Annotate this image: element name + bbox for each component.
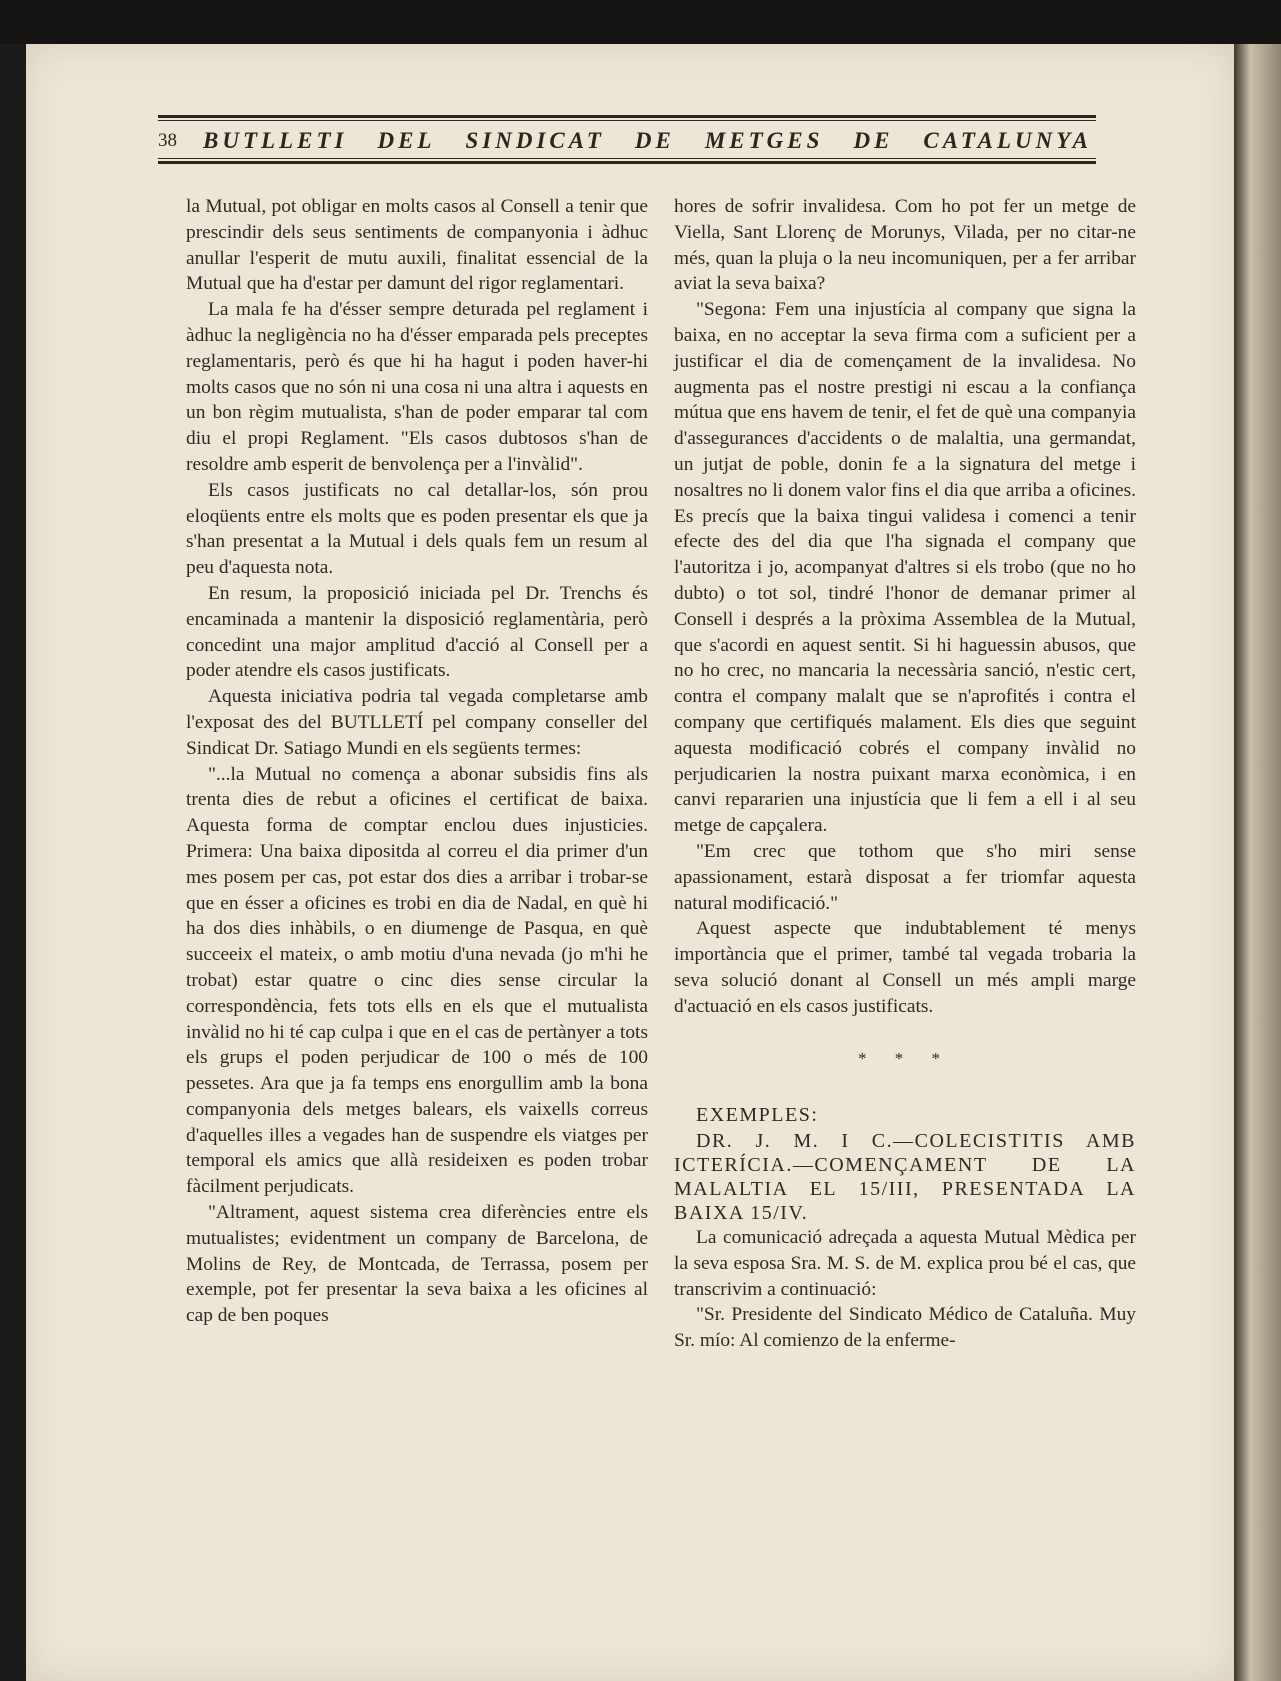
page-header — [158, 70, 1096, 174]
header-title-row — [158, 126, 1096, 156]
running-title-word: DE — [853, 128, 894, 153]
examples-heading: EXEMPLES: — [696, 1104, 819, 1127]
paragraph: Aquesta iniciativa podria tal vegada completarse amb l'exposat des del BUTLLETÍ pel company conseller del Sindicat Dr. Satiago Mundi en els següents termes: — [186, 686, 648, 759]
right-column — [674, 194, 1136, 1354]
scan-right-edge — [1234, 44, 1281, 1681]
paragraph: hores de sofrir invalidesa. Com ho pot fer un metge de Viella, Sant Llorenç de Morunys, Vilada, per no citar-ne més, quan la pluja o la neu incomuniquen, per a fer arribar aviat la seva baixa? — [674, 196, 1136, 295]
running-title-word: SINDICAT — [465, 128, 605, 153]
paragraph: La mala fe ha d'ésser sempre deturada pel reglament i àdhuc la negligència no ha d'ésser emparada pels preceptes reglamentaris, però és que hi ha hagut i poden haver-hi molts casos que no són ni una cosa ni una altra i aquests en un bon règim mutualista, s'han de poder emparar tal com diu el propi Reglament. "Els casos dubtosos s'han de resoldre amb esperit de benvolença per a l'invàlid". — [186, 299, 648, 475]
running-title-word: DE — [634, 128, 675, 153]
running-title-word: DEL — [377, 128, 436, 153]
paragraph: "Em crec que tothom que s'ho miri sense apassionament, estarà disposat a fer triomfar aquesta natural modificació." — [674, 840, 1136, 914]
header-rule-top-thin — [158, 120, 1096, 121]
example-title: DR. J. M. I C.—COLECISTITIS AMB ICTERÍCIA.—COMENÇAMENT DE LA MALALTIA EL 15/III, PRESENTADA LA BAIXA 15/IV. — [674, 1130, 1136, 1225]
left-column — [186, 194, 648, 1329]
paragraph: La comunicació adreçada a aquesta Mutual Mèdica per la seva esposa Sra. M. S. de M. explica prou bé el cas, que transcrivim a continuació: — [674, 1227, 1136, 1300]
running-title-word: METGES — [704, 128, 824, 153]
running-title-word: CATALUNYA — [923, 128, 1092, 153]
header-rule-top-thick — [158, 115, 1096, 118]
paragraph: "Segona: Fem una injustícia al company que signa la baixa, en no acceptar la seva firma com a suficient per a justificar el dia de començament de la invalidesa. No augmenta pas el nostre prestigi ni escau a la confiança mútua que ens havem de tenir, el fet de què una companyia d'assegurances d'accidents o de malaltia, una germandat, un jutjat de poble, donin fe a la signatura del metge i nosaltres no li donem valor fins el dia que arriba a oficines. Es precís que la baixa tingui validesa i comenci a tenir efecte des del dia que l'ha signada el company que l'autoritza i jo, acompanyat d'altres si els trobo (que no ho dubto) o tot sol, tindré l'honor de demanar primer al Consell i després a la pròxima Assemblea de la Mutual, que s'acordi en aquest sentit. Si hi haguessin abusos, que no ho crec, no mancaria la necessària sanció, n'estic cert, contra el company malalt que se n'aprofités i contra el company que certifiqués malament. Els dies que seguint aquesta modificació cobrés el company invàlid no perjudicarien la nostra puixant marxa econòmica, i en canvi repararien una injustícia que li fem a ell i al seu metge de capçalera. — [674, 299, 1136, 837]
paragraph: Els casos justificats no cal detallar-los, són prou eloqüents entre els molts que es poden presentar els que ja s'han presentat a la Mutual i dels quals fem un resum al peu d'aquesta nota. — [186, 479, 648, 579]
section-separator: * * * — [858, 1048, 952, 1068]
running-title — [203, 128, 1096, 154]
header-rule-bottom-thick — [158, 161, 1096, 164]
paragraph: En resum, la proposició iniciada pel Dr. Trenchs és encaminada a mantenir la disposició reglamentària, però concedint una major amplitud d'acció al Consell per a poder atendre els casos justificats. — [186, 582, 648, 682]
paragraph: Aquest aspecte que indubtablement té menys importància que el primer, també tal vegada trobaria la seva solució donant al Consell un més ampli marge d'actuació en els casos justificats. — [674, 918, 1136, 1017]
scan-top-border — [0, 0, 1281, 44]
running-title-word: BUTLLETI — [203, 128, 348, 153]
header-rule-bottom-thin — [158, 158, 1096, 159]
paragraph: "Sr. Presidente del Sindicato Médico de Cataluña. Muy Sr. mío: Al comienzo de la enferme- — [674, 1304, 1136, 1352]
paragraph: la Mutual, pot obligar en molts casos al Consell a tenir que prescindir dels seus sentiments de companyonia i àdhuc anullar l'esperit de mutu auxili, finalitat essencial de la Mutual que ha d'estar per damunt del rigor reglamentari. — [186, 196, 648, 295]
page-number: 38 — [158, 130, 177, 151]
paragraph: "Altrament, aquest sistema crea diferències entre els mutualistes; evidentment un company de Barcelona, de Molins de Rey, de Montcada, de Terrassa, posem per exemple, pot fer presentar la seva baixa a les oficines al cap de ben poques — [186, 1202, 648, 1327]
paragraph: "...la Mutual no comença a abonar subsidis fins als trenta dies de rebut a oficines el certificat de baixa. Aquesta forma de comptar enclou dues injusticies. Primera: Una baixa dipositda al correu el dia primer d'un mes posem per cas, pot estar dos dies a arribar i trobar-se que en ésser a oficines es trobi en dia de Nadal, en què hi ha dos dies inhàbils, o en diumenge de Pasqua, en què succeeix el mateix, o amb motiu d'una nevada (jo m'hi he trobat) estar quatre o cinc dies sense circular la correspondència, fets tots ells en els que el mutualista invàlid no hi té cap culpa i que en el cas de pertànyer a tots els grups el poden perjudicar de 100 o més de 100 pessetes. Ara que ja fa temps ens enorgullim amb la bona companyonia dels metges balears, els vaixells correus d'aquelles illes a vegades han de suspendre els viatges per temporal els amics que allà resideixen es poden trobar fàcilment perjudicats. — [186, 763, 648, 1198]
